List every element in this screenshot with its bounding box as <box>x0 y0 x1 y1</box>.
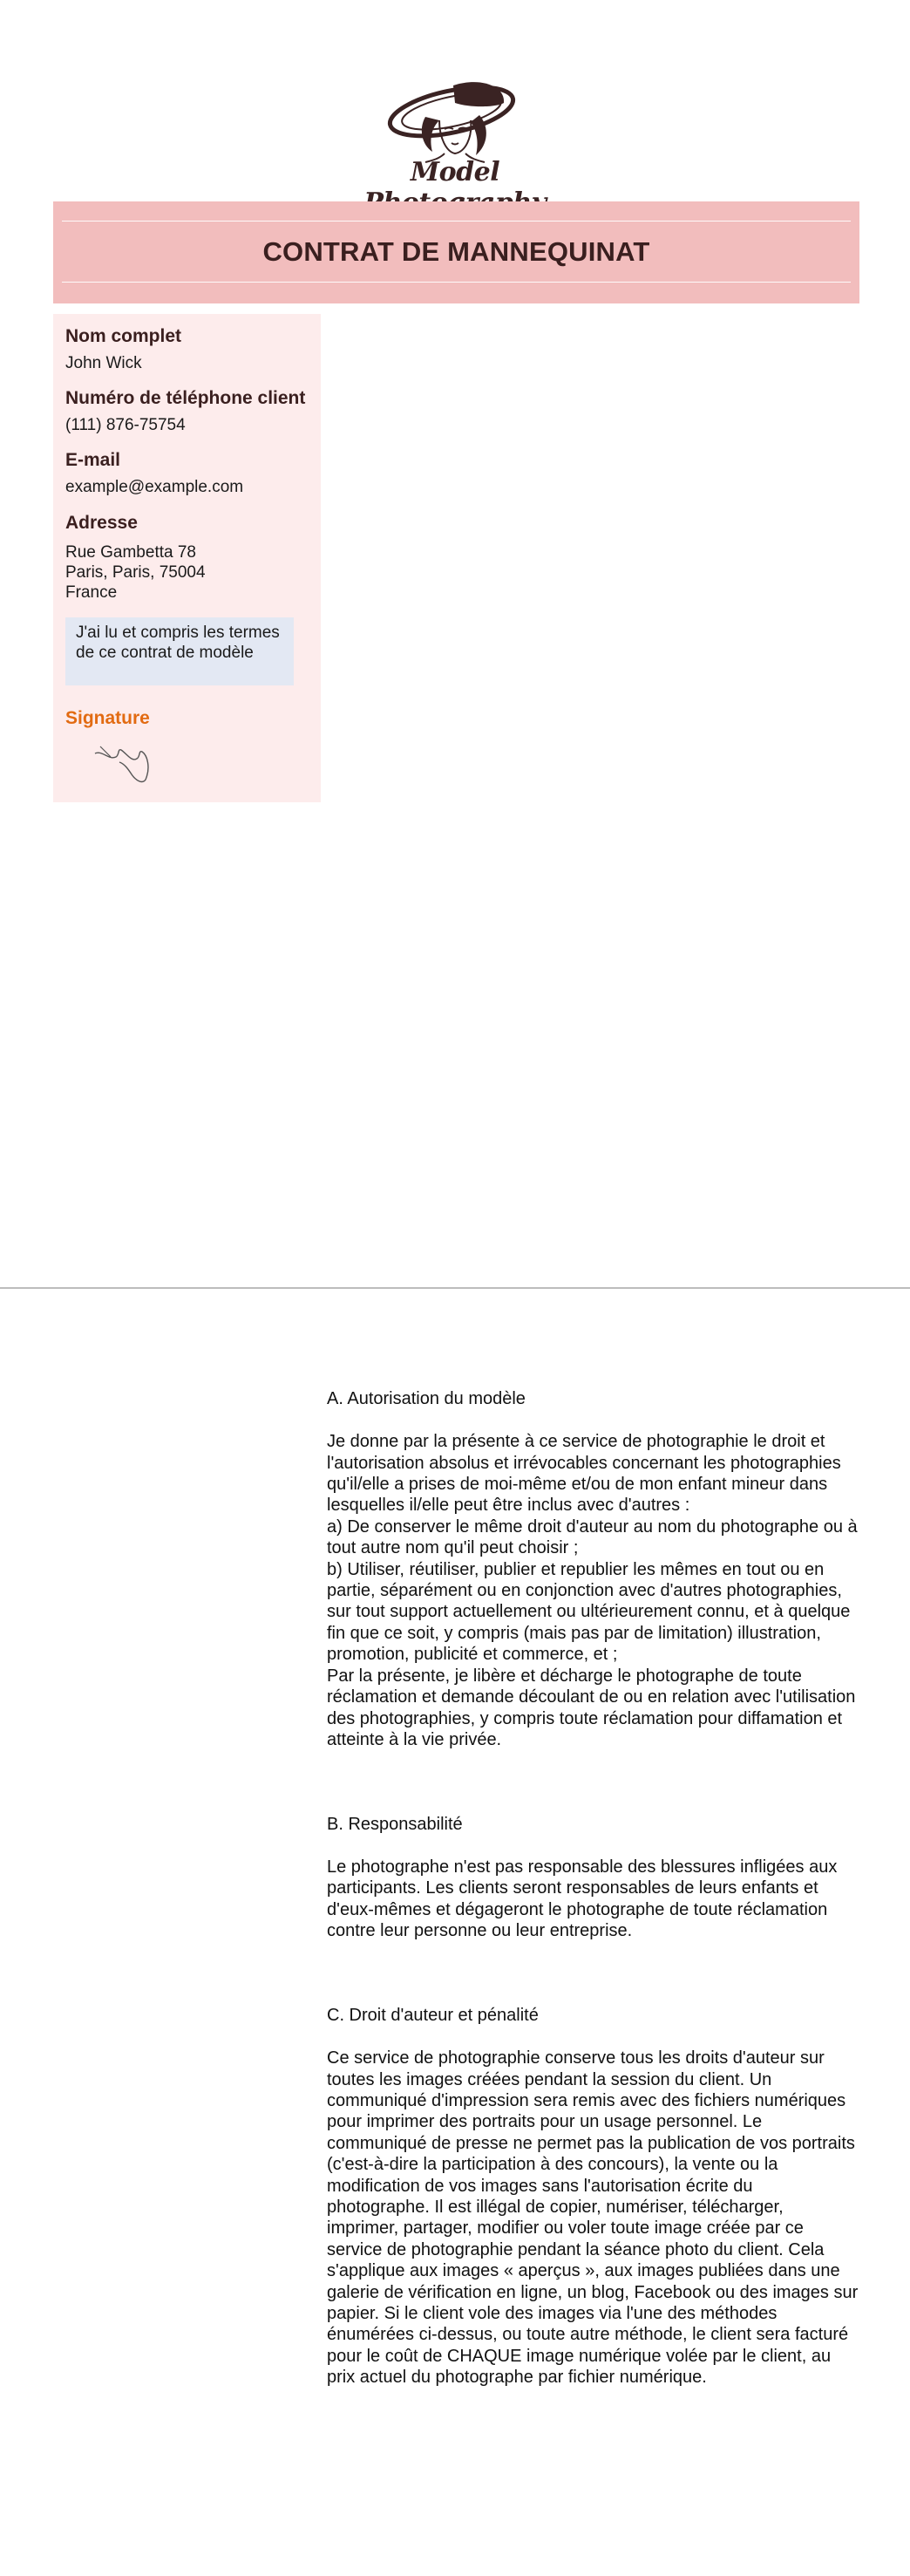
phone-label: Numéro de téléphone client <box>65 388 306 408</box>
terms-section-body: Je donne par la présente à ce service de photographie le droit et l'autorisation absolus et irrévocables concernant les photographies qu'il/elle a prises de moi-même et/ou de mon enfant mineur dans lesquelles il/elle peut être inclus avec d'autres : a) De conserver le même droit d'auteur au nom du photographe ou à tout autre nom qu'il peut choisir ; b) Utiliser, réutiliser, publier et republier les mêmes en tout ou en partie, séparément ou en conjonction avec d'autres photographies, sur tout support actuellement ou ultérieurement connu, et à quelque fin que ce soit, y compris (mais pas par de limitation) illustration, promotion, publicité et commerce, et ; Par la présente, je libère et décharge le photographe de toute réclamation et demande découlant de ou en relation avec l'utilisation des photographies, y compris toute réclamation pour diffamation et atteinte à la vie privée. <box>327 1432 858 1749</box>
terms-section-heading: B. Responsabilité <box>327 1815 463 1835</box>
full-name-label: Nom complet <box>65 326 182 346</box>
page-title: CONTRAT DE MANNEQUINAT <box>262 236 650 267</box>
contract-page-2 <box>0 1289 910 2576</box>
terms-text <box>327 1367 859 2430</box>
address-line-3: France <box>65 583 118 602</box>
terms-section-liability <box>327 1793 859 1963</box>
email-label: E-mail <box>65 450 121 470</box>
phone-value: (111) 876-75754 <box>65 416 186 434</box>
address-line-2: Paris, Paris, 75004 <box>65 563 206 582</box>
terms-section-heading: A. Autorisation du modèle <box>327 1389 526 1409</box>
model-woman-hat-icon <box>349 77 561 164</box>
address-line-1: Rue Gambetta 78 <box>65 543 196 562</box>
full-name-value: John Wick <box>65 354 142 372</box>
brand-logo <box>349 77 561 199</box>
terms-section-body: Le photographe n'est pas responsable des blessures infligées aux participants. Les clients seront responsables de leurs enfants et d'eux-mêmes et dégageront le photographe de toute réclamation contre leur personne ou leur entreprise. <box>327 1857 838 1941</box>
title-band <box>53 201 859 303</box>
acknowledgement-box: J'ai lu et compris les termes de ce contrat de modèle <box>65 617 294 685</box>
signature-label: Signature <box>65 708 150 728</box>
terms-section-heading: C. Droit d'auteur et pénalité <box>327 2006 539 2026</box>
contract-page-1 <box>0 0 910 1287</box>
address-label: Adresse <box>65 513 138 533</box>
title-rule-bottom <box>62 282 851 283</box>
client-info-card <box>53 314 321 802</box>
terms-section-copyright <box>327 1984 859 2409</box>
terms-section-authorization <box>327 1367 859 1772</box>
signature-image <box>93 741 154 787</box>
brand-name: Model <box>410 157 500 187</box>
email-value: example@example.com <box>65 478 244 496</box>
terms-section-body: Ce service de photographie conserve tous les droits d'auteur sur toutes les images créées pendant la session du client. Un communiqué d'impression sera remis avec des fichiers numériques pour imprimer des portraits pour un usage personnel. Le communiqué de presse ne permet pas la publication de vos portraits (c'est-à-dire la participation à des concours), la vente ou la modification de vos images sans l'autorisation écrite du photographe. Il est illégal de copier, numériser, télécharger, imprimer, partager, modifier ou voler toute image créée par ce service de photographie pendant la séance photo du client. Cela s'applique aux images « aperçus », aux images publiées dans une galerie de vérification en ligne, un blog, Facebook ou des images sur papier. Si le client vole des images via l'une des méthodes énumérées ci-dessus, ou toute autre méthode, le client sera facturé pour le coût de CHAQUE image numérique volée par le client, au prix actuel du photographe par fichier numérique. <box>327 2048 859 2388</box>
